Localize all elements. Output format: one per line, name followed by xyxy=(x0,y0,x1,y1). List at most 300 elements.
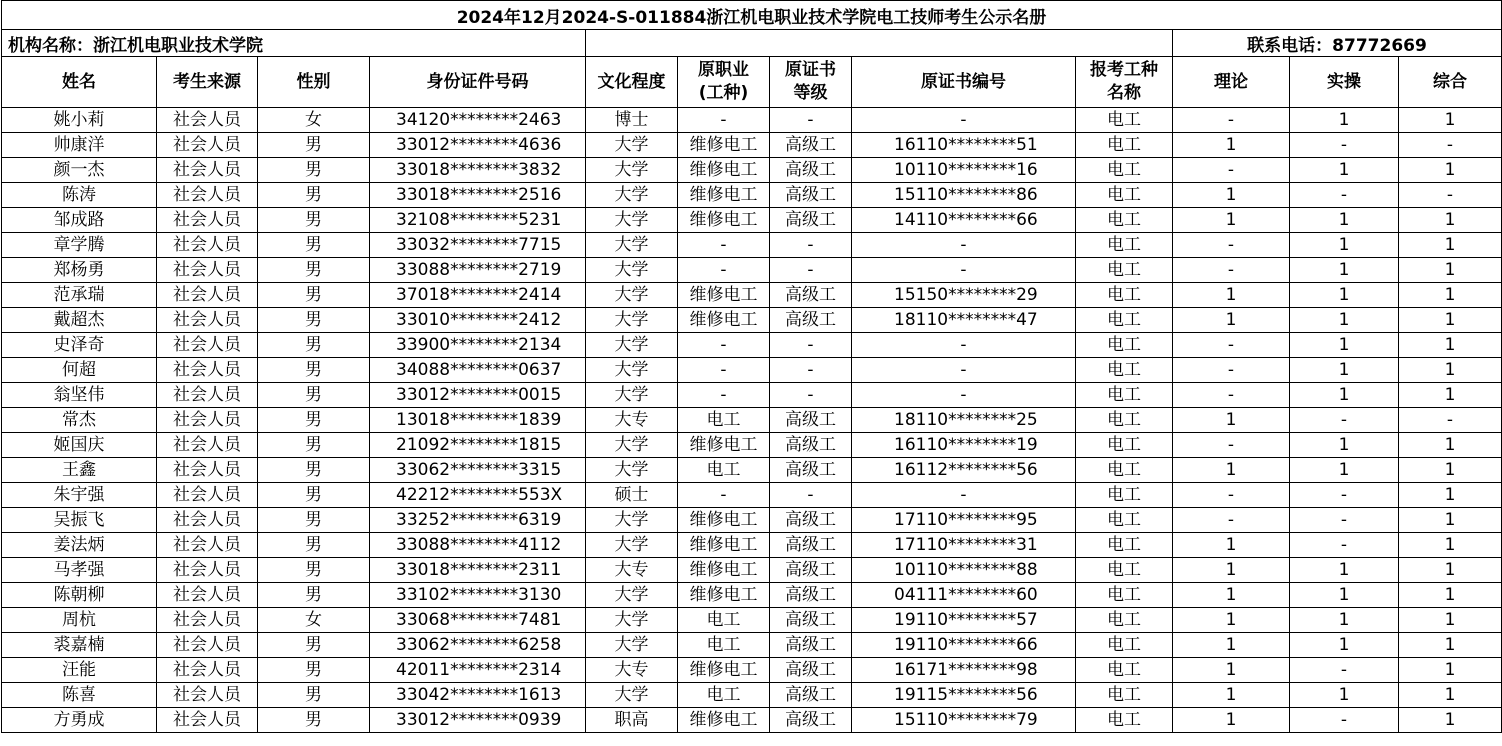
cert-number-cell: 14110********66 xyxy=(852,208,1076,233)
apply-trade-cell: 电工 xyxy=(1076,508,1173,533)
overall-cell: 1 xyxy=(1399,508,1502,533)
org-name: 机构名称：浙江机电职业技术学院 xyxy=(2,30,586,57)
theory-cell: 1 xyxy=(1173,283,1290,308)
cert-level-cell: 高级工 xyxy=(770,433,852,458)
source-cell: 社会人员 xyxy=(157,483,258,508)
id-cell: 33062********3315 xyxy=(370,458,586,483)
education-cell: 硕士 xyxy=(586,483,678,508)
apply-trade-cell: 电工 xyxy=(1076,158,1173,183)
overall-cell: 1 xyxy=(1399,358,1502,383)
apply-trade-cell: 电工 xyxy=(1076,558,1173,583)
cert-level-cell: 高级工 xyxy=(770,458,852,483)
table-row xyxy=(2,483,1502,508)
cert-level-cell: - xyxy=(770,233,852,258)
id-cell: 33012********0939 xyxy=(370,708,586,733)
apply-trade-cell: 电工 xyxy=(1076,533,1173,558)
table-row xyxy=(2,283,1502,308)
original-job-cell: 电工 xyxy=(678,608,770,633)
name-cell: 陈涛 xyxy=(2,183,157,208)
gender-cell: 男 xyxy=(258,583,370,608)
cert-number-cell: 17110********95 xyxy=(852,508,1076,533)
practice-cell: 1 xyxy=(1290,158,1399,183)
name-cell: 吴振飞 xyxy=(2,508,157,533)
gender-cell: 男 xyxy=(258,333,370,358)
gender-cell: 男 xyxy=(258,133,370,158)
apply-trade-cell: 电工 xyxy=(1076,433,1173,458)
source-cell: 社会人员 xyxy=(157,533,258,558)
table-row xyxy=(2,533,1502,558)
id-cell: 33088********2719 xyxy=(370,258,586,283)
cert-level-cell: - xyxy=(770,483,852,508)
theory-cell: 1 xyxy=(1173,633,1290,658)
theory-cell: - xyxy=(1173,233,1290,258)
cert-number-cell: - xyxy=(852,483,1076,508)
name-cell: 史泽奇 xyxy=(2,333,157,358)
apply-trade-cell: 电工 xyxy=(1076,208,1173,233)
overall-cell: 1 xyxy=(1399,558,1502,583)
name-cell: 章学腾 xyxy=(2,233,157,258)
id-cell: 33012********4636 xyxy=(370,133,586,158)
cert-number-cell: 15110********86 xyxy=(852,183,1076,208)
id-cell: 33062********6258 xyxy=(370,633,586,658)
cert-level-cell: 高级工 xyxy=(770,658,852,683)
name-cell: 戴超杰 xyxy=(2,308,157,333)
table-row xyxy=(2,358,1502,383)
cert-level-cell: 高级工 xyxy=(770,408,852,433)
gender-cell: 男 xyxy=(258,433,370,458)
practice-cell: 1 xyxy=(1290,233,1399,258)
cert-level-cell: 高级工 xyxy=(770,558,852,583)
cert-number-cell: 18110********47 xyxy=(852,308,1076,333)
theory-cell: 1 xyxy=(1173,458,1290,483)
practice-cell: 1 xyxy=(1290,633,1399,658)
apply-trade-cell: 电工 xyxy=(1076,358,1173,383)
theory-cell: 1 xyxy=(1173,208,1290,233)
theory-cell: 1 xyxy=(1173,308,1290,333)
gender-cell: 男 xyxy=(258,183,370,208)
cert-level-cell: - xyxy=(770,383,852,408)
education-cell: 大学 xyxy=(586,633,678,658)
id-cell: 34120********2463 xyxy=(370,108,586,133)
header-original-job-line2: (工种) xyxy=(698,83,749,103)
original-job-cell: 维修电工 xyxy=(678,658,770,683)
practice-cell: 1 xyxy=(1290,583,1399,608)
practice-cell: 1 xyxy=(1290,458,1399,483)
cert-level-cell: 高级工 xyxy=(770,608,852,633)
source-cell: 社会人员 xyxy=(157,158,258,183)
practice-cell: - xyxy=(1290,658,1399,683)
overall-cell: 1 xyxy=(1399,608,1502,633)
apply-trade-cell: 电工 xyxy=(1076,408,1173,433)
original-job-cell: 电工 xyxy=(678,408,770,433)
table-row xyxy=(2,333,1502,358)
gender-cell: 男 xyxy=(258,533,370,558)
original-job-cell: 维修电工 xyxy=(678,183,770,208)
theory-cell: 1 xyxy=(1173,558,1290,583)
apply-trade-cell: 电工 xyxy=(1076,683,1173,708)
cert-number-cell: - xyxy=(852,383,1076,408)
cert-number-cell: 15110********79 xyxy=(852,708,1076,733)
name-cell: 常杰 xyxy=(2,408,157,433)
theory-cell: - xyxy=(1173,383,1290,408)
info-spacer xyxy=(586,30,1173,57)
source-cell: 社会人员 xyxy=(157,683,258,708)
apply-trade-cell: 电工 xyxy=(1076,583,1173,608)
overall-cell: 1 xyxy=(1399,108,1502,133)
table-row xyxy=(2,683,1502,708)
cert-number-cell: 18110********25 xyxy=(852,408,1076,433)
id-cell: 33088********4112 xyxy=(370,533,586,558)
source-cell: 社会人员 xyxy=(157,133,258,158)
practice-cell: 1 xyxy=(1290,283,1399,308)
theory-cell: 1 xyxy=(1173,183,1290,208)
overall-cell: - xyxy=(1399,133,1502,158)
name-cell: 何超 xyxy=(2,358,157,383)
gender-cell: 女 xyxy=(258,608,370,633)
gender-cell: 男 xyxy=(258,458,370,483)
education-cell: 大学 xyxy=(586,308,678,333)
source-cell: 社会人员 xyxy=(157,208,258,233)
source-cell: 社会人员 xyxy=(157,433,258,458)
education-cell: 大学 xyxy=(586,258,678,283)
header-cert-level-line1: 原证书 xyxy=(785,60,836,80)
id-cell: 37018********2414 xyxy=(370,283,586,308)
theory-cell: 1 xyxy=(1173,658,1290,683)
name-cell: 王鑫 xyxy=(2,458,157,483)
practice-cell: - xyxy=(1290,508,1399,533)
cert-level-cell: 高级工 xyxy=(770,158,852,183)
education-cell: 大学 xyxy=(586,383,678,408)
education-cell: 大专 xyxy=(586,658,678,683)
theory-cell: 1 xyxy=(1173,708,1290,733)
original-job-cell: 维修电工 xyxy=(678,208,770,233)
header-theory: 理论 xyxy=(1173,57,1290,108)
name-cell: 陈喜 xyxy=(2,683,157,708)
practice-cell: 1 xyxy=(1290,608,1399,633)
id-cell: 32108********5231 xyxy=(370,208,586,233)
cert-number-cell: - xyxy=(852,233,1076,258)
cert-level-cell: 高级工 xyxy=(770,133,852,158)
original-job-cell: - xyxy=(678,233,770,258)
cert-level-cell: - xyxy=(770,358,852,383)
apply-trade-cell: 电工 xyxy=(1076,458,1173,483)
name-cell: 陈朝柳 xyxy=(2,583,157,608)
practice-cell: 1 xyxy=(1290,108,1399,133)
source-cell: 社会人员 xyxy=(157,383,258,408)
source-cell: 社会人员 xyxy=(157,708,258,733)
gender-cell: 男 xyxy=(258,308,370,333)
header-cert-number: 原证书编号 xyxy=(852,57,1076,108)
id-cell: 33018********2311 xyxy=(370,558,586,583)
overall-cell: 1 xyxy=(1399,708,1502,733)
header-id: 身份证件号码 xyxy=(370,57,586,108)
gender-cell: 男 xyxy=(258,658,370,683)
cert-number-cell: - xyxy=(852,358,1076,383)
cert-number-cell: 15150********29 xyxy=(852,283,1076,308)
overall-cell: - xyxy=(1399,183,1502,208)
practice-cell: 1 xyxy=(1290,333,1399,358)
theory-cell: - xyxy=(1173,508,1290,533)
original-job-cell: - xyxy=(678,358,770,383)
overall-cell: 1 xyxy=(1399,158,1502,183)
id-cell: 34088********0637 xyxy=(370,358,586,383)
practice-cell: - xyxy=(1290,133,1399,158)
cert-number-cell: 10110********88 xyxy=(852,558,1076,583)
overall-cell: 1 xyxy=(1399,233,1502,258)
gender-cell: 男 xyxy=(258,158,370,183)
page-title: 2024年12月2024-S-011884浙江机电职业技术学院电工技师考生公示名册 xyxy=(2,1,1502,30)
table-row xyxy=(2,633,1502,658)
education-cell: 大专 xyxy=(586,408,678,433)
name-cell: 周杭 xyxy=(2,608,157,633)
education-cell: 大学 xyxy=(586,183,678,208)
source-cell: 社会人员 xyxy=(157,558,258,583)
original-job-cell: - xyxy=(678,258,770,283)
apply-trade-cell: 电工 xyxy=(1076,233,1173,258)
header-education: 文化程度 xyxy=(586,57,678,108)
education-cell: 大学 xyxy=(586,533,678,558)
cert-level-cell: 高级工 xyxy=(770,633,852,658)
gender-cell: 男 xyxy=(258,558,370,583)
overall-cell: 1 xyxy=(1399,458,1502,483)
cert-level-cell: - xyxy=(770,333,852,358)
education-cell: 大学 xyxy=(586,433,678,458)
cert-number-cell: 16171********98 xyxy=(852,658,1076,683)
original-job-cell: 电工 xyxy=(678,683,770,708)
table-row xyxy=(2,458,1502,483)
theory-cell: - xyxy=(1173,258,1290,283)
education-cell: 大学 xyxy=(586,583,678,608)
gender-cell: 男 xyxy=(258,233,370,258)
education-cell: 大学 xyxy=(586,233,678,258)
apply-trade-cell: 电工 xyxy=(1076,633,1173,658)
name-cell: 郑杨勇 xyxy=(2,258,157,283)
overall-cell: 1 xyxy=(1399,633,1502,658)
roster-table xyxy=(1,0,1502,733)
original-job-cell: - xyxy=(678,333,770,358)
gender-cell: 男 xyxy=(258,483,370,508)
education-cell: 大学 xyxy=(586,683,678,708)
original-job-cell: - xyxy=(678,483,770,508)
id-cell: 33042********1613 xyxy=(370,683,586,708)
overall-cell: 1 xyxy=(1399,283,1502,308)
cert-level-cell: 高级工 xyxy=(770,208,852,233)
original-job-cell: 电工 xyxy=(678,458,770,483)
header-source: 考生来源 xyxy=(157,57,258,108)
cert-level-cell: - xyxy=(770,108,852,133)
theory-cell: 1 xyxy=(1173,408,1290,433)
name-cell: 姬国庆 xyxy=(2,433,157,458)
practice-cell: - xyxy=(1290,708,1399,733)
name-cell: 汪能 xyxy=(2,658,157,683)
table-row xyxy=(2,308,1502,333)
id-cell: 42011********2314 xyxy=(370,658,586,683)
overall-cell: 1 xyxy=(1399,483,1502,508)
name-cell: 范承瑞 xyxy=(2,283,157,308)
id-cell: 42212********553X xyxy=(370,483,586,508)
id-cell: 33010********2412 xyxy=(370,308,586,333)
source-cell: 社会人员 xyxy=(157,408,258,433)
apply-trade-cell: 电工 xyxy=(1076,283,1173,308)
apply-trade-cell: 电工 xyxy=(1076,183,1173,208)
cert-number-cell: - xyxy=(852,333,1076,358)
source-cell: 社会人员 xyxy=(157,233,258,258)
source-cell: 社会人员 xyxy=(157,283,258,308)
education-cell: 大学 xyxy=(586,608,678,633)
cert-level-cell: 高级工 xyxy=(770,508,852,533)
education-cell: 大学 xyxy=(586,333,678,358)
practice-cell: - xyxy=(1290,533,1399,558)
cert-number-cell: 16112********56 xyxy=(852,458,1076,483)
cert-level-cell: 高级工 xyxy=(770,308,852,333)
practice-cell: 1 xyxy=(1290,433,1399,458)
name-cell: 姜法炳 xyxy=(2,533,157,558)
apply-trade-cell: 电工 xyxy=(1076,333,1173,358)
cert-level-cell: 高级工 xyxy=(770,583,852,608)
source-cell: 社会人员 xyxy=(157,633,258,658)
original-job-cell: 维修电工 xyxy=(678,708,770,733)
original-job-cell: 维修电工 xyxy=(678,508,770,533)
gender-cell: 女 xyxy=(258,108,370,133)
gender-cell: 男 xyxy=(258,283,370,308)
gender-cell: 男 xyxy=(258,683,370,708)
original-job-cell: 维修电工 xyxy=(678,308,770,333)
header-practice: 实操 xyxy=(1290,57,1399,108)
table-row xyxy=(2,258,1502,283)
theory-cell: - xyxy=(1173,358,1290,383)
source-cell: 社会人员 xyxy=(157,358,258,383)
id-cell: 33252********6319 xyxy=(370,508,586,533)
practice-cell: 1 xyxy=(1290,308,1399,333)
apply-trade-cell: 电工 xyxy=(1076,258,1173,283)
id-cell: 33102********3130 xyxy=(370,583,586,608)
education-cell: 职高 xyxy=(586,708,678,733)
education-cell: 大学 xyxy=(586,283,678,308)
cert-level-cell: 高级工 xyxy=(770,708,852,733)
apply-trade-cell: 电工 xyxy=(1076,308,1173,333)
id-cell: 33018********3832 xyxy=(370,158,586,183)
cert-number-cell: 10110********16 xyxy=(852,158,1076,183)
table-row xyxy=(2,183,1502,208)
theory-cell: - xyxy=(1173,333,1290,358)
theory-cell: - xyxy=(1173,483,1290,508)
table-row xyxy=(2,433,1502,458)
header-gender: 性别 xyxy=(258,57,370,108)
theory-cell: 1 xyxy=(1173,683,1290,708)
practice-cell: - xyxy=(1290,408,1399,433)
cert-level-cell: - xyxy=(770,258,852,283)
cert-number-cell: - xyxy=(852,258,1076,283)
table-row xyxy=(2,383,1502,408)
practice-cell: 1 xyxy=(1290,683,1399,708)
practice-cell: - xyxy=(1290,483,1399,508)
source-cell: 社会人员 xyxy=(157,258,258,283)
theory-cell: - xyxy=(1173,433,1290,458)
education-cell: 大学 xyxy=(586,458,678,483)
overall-cell: 1 xyxy=(1399,533,1502,558)
gender-cell: 男 xyxy=(258,708,370,733)
name-cell: 裘嘉楠 xyxy=(2,633,157,658)
cert-level-cell: 高级工 xyxy=(770,683,852,708)
id-cell: 33032********7715 xyxy=(370,233,586,258)
table-row xyxy=(2,658,1502,683)
gender-cell: 男 xyxy=(258,633,370,658)
source-cell: 社会人员 xyxy=(157,458,258,483)
practice-cell: 1 xyxy=(1290,558,1399,583)
id-cell: 13018********1839 xyxy=(370,408,586,433)
header-apply-trade-line2: 名称 xyxy=(1107,83,1141,103)
overall-cell: 1 xyxy=(1399,683,1502,708)
contact-phone: 联系电话：87772669 xyxy=(1173,30,1502,57)
name-cell: 方勇成 xyxy=(2,708,157,733)
original-job-cell: 维修电工 xyxy=(678,433,770,458)
original-job-cell: 维修电工 xyxy=(678,533,770,558)
theory-cell: 1 xyxy=(1173,608,1290,633)
apply-trade-cell: 电工 xyxy=(1076,658,1173,683)
overall-cell: 1 xyxy=(1399,383,1502,408)
table-row xyxy=(2,408,1502,433)
gender-cell: 男 xyxy=(258,508,370,533)
cert-number-cell: 04111********60 xyxy=(852,583,1076,608)
original-job-cell: 维修电工 xyxy=(678,583,770,608)
overall-cell: 1 xyxy=(1399,433,1502,458)
header-apply-trade xyxy=(1076,57,1173,108)
education-cell: 大学 xyxy=(586,508,678,533)
cert-level-cell: 高级工 xyxy=(770,183,852,208)
source-cell: 社会人员 xyxy=(157,583,258,608)
education-cell: 大学 xyxy=(586,158,678,183)
name-cell: 马孝强 xyxy=(2,558,157,583)
gender-cell: 男 xyxy=(258,408,370,433)
practice-cell: 1 xyxy=(1290,208,1399,233)
table-row xyxy=(2,108,1502,133)
practice-cell: - xyxy=(1290,183,1399,208)
overall-cell: 1 xyxy=(1399,308,1502,333)
apply-trade-cell: 电工 xyxy=(1076,383,1173,408)
original-job-cell: - xyxy=(678,383,770,408)
education-cell: 大学 xyxy=(586,358,678,383)
theory-cell: - xyxy=(1173,158,1290,183)
cert-number-cell: 17110********31 xyxy=(852,533,1076,558)
education-cell: 大学 xyxy=(586,208,678,233)
overall-cell: 1 xyxy=(1399,333,1502,358)
name-cell: 颜一杰 xyxy=(2,158,157,183)
table-row xyxy=(2,233,1502,258)
name-cell: 翁坚伟 xyxy=(2,383,157,408)
name-cell: 朱宇强 xyxy=(2,483,157,508)
cert-level-cell: 高级工 xyxy=(770,283,852,308)
header-apply-trade-line1: 报考工种 xyxy=(1090,60,1158,80)
id-cell: 33900********2134 xyxy=(370,333,586,358)
source-cell: 社会人员 xyxy=(157,658,258,683)
header-original-job xyxy=(678,57,770,108)
header-overall: 综合 xyxy=(1399,57,1502,108)
gender-cell: 男 xyxy=(258,358,370,383)
education-cell: 博士 xyxy=(586,108,678,133)
original-job-cell: 维修电工 xyxy=(678,558,770,583)
practice-cell: 1 xyxy=(1290,258,1399,283)
name-cell: 姚小莉 xyxy=(2,108,157,133)
gender-cell: 男 xyxy=(258,258,370,283)
cert-number-cell: 16110********19 xyxy=(852,433,1076,458)
table-row xyxy=(2,508,1502,533)
education-cell: 大专 xyxy=(586,558,678,583)
cert-number-cell: 16110********51 xyxy=(852,133,1076,158)
name-cell: 邹成路 xyxy=(2,208,157,233)
original-job-cell: - xyxy=(678,108,770,133)
source-cell: 社会人员 xyxy=(157,108,258,133)
source-cell: 社会人员 xyxy=(157,508,258,533)
